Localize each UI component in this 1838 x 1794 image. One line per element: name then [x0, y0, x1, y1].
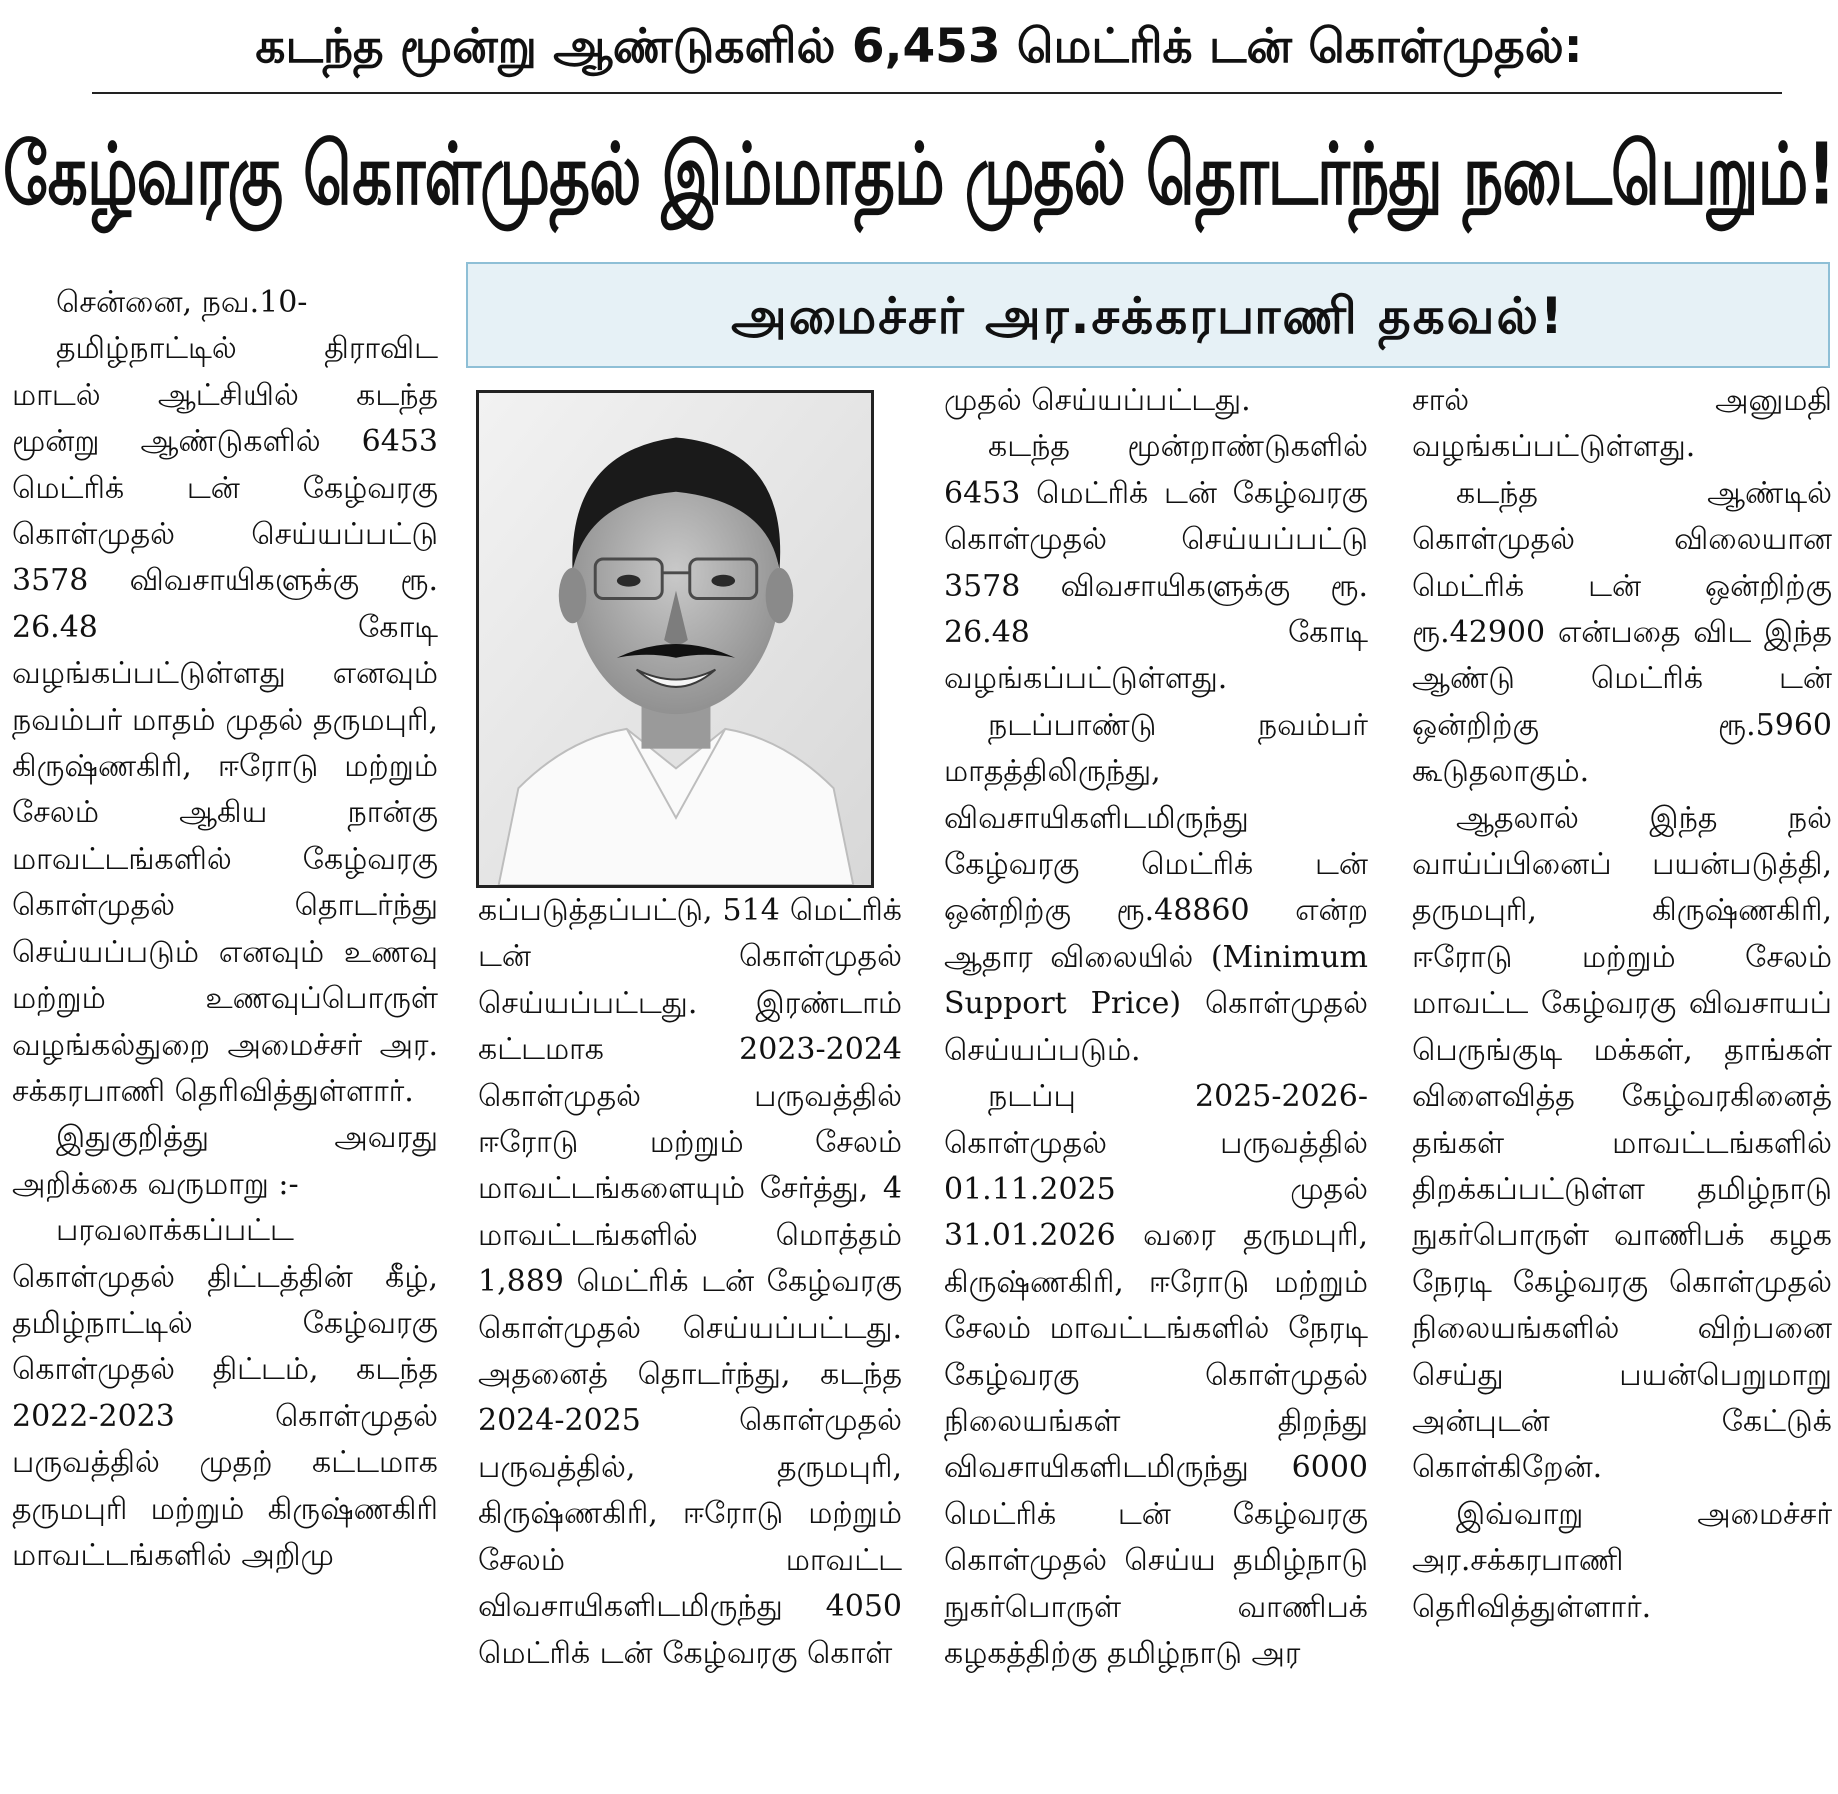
paragraph: கடந்த ஆண்டில் கொள்முதல் விலையான மெட்ரிக் டன் ஒன்றிற்கு ரூ.42900 என்பதை விட இந்த ஆண்டு மெட்ரிக் டன் ஒன்றிற்கு ரூ.5960 கூடுதலாகும்.	[1412, 475, 1832, 790]
paragraph: ஆதலால் இந்த நல் வாய்ப்பினைப் பயன்படுத்தி, தருமபுரி, கிருஷ்ணகிரி, ஈரோடு மற்றும் சேலம் மாவட்ட கேழ்வரகு விவசாயப் பெருங்குடி மக்கள், தாங்கள் விளைவித்த கேழ்வரகினைத் தங்கள் மாவட்டங்களில் திறக்கப்பட்டுள்ள தமிழ்நாடு நுகர்பொருள் வாணிபக் கழக நேரடி கேழ்வரகு கொள்முதல் நிலையங்களில் விற்பனை செய்து பயன்பெறுமாறு அன்புடன் கேட்டுக் கொள்கிறேன்.	[1412, 800, 1832, 1486]
minister-photo	[476, 390, 874, 888]
paragraph: நடப்பாண்டு நவம்பர் மாதத்திலிருந்து, விவசாயிகளிடமிருந்து கேழ்வரகு மெட்ரிக் டன் ஒன்றிற்கு ரூ.48860 என்ற ஆதார விலையில் (Minimum Support Price) கொள்முதல் செய்யப்படும்.	[944, 707, 1368, 1068]
paragraph: பரவலாக்கப்பட்ட கொள்முதல் திட்டத்தின் கீழ், தமிழ்நாட்டில் கேழ்வரகு கொள்முதல் திட்டம், கடந்த 2022-2023 கொள்முதல் பருவத்தில் முதற் கட்டமாக தருமபுரி மற்றும் கிருஷ்ணகிரி மாவட்டங்களில் அறிமு	[12, 1213, 438, 1573]
paragraph: இதுகுறித்து அவரது அறிக்கை வருமாறு :-	[12, 1120, 438, 1202]
article-column-4	[1412, 378, 1832, 1790]
portrait-photo-icon	[479, 393, 871, 885]
paragraph: கப்படுத்தப்பட்டு, 514 மெட்ரிக் டன் கொள்முதல் செய்யப்பட்டது. இரண்டாம் கட்டமாக 2023-2024 கொள்முதல் பருவத்தில் ஈரோடு மற்றும் சேலம் மாவட்டங்களையும் சேர்த்து, 4 மாவட்டங்களில் மொத்தம் 1,889 மெட்ரிக் டன் கேழ்வரகு கொள்முதல் செய்யப்பட்டது. அதனைத் தொடர்ந்து, கடந்த 2024-2025 கொள்முதல் பருவத்தில், தருமபுரி, கிருஷ்ணகிரி, ஈரோடு மற்றும் சேலம் மாவட்ட விவசாயிகளிடமிருந்து 4050 மெட்ரிக் டன் கேழ்வரகு கொள்	[478, 893, 902, 1671]
paragraph: தமிழ்நாட்டில் திராவிட மாடல் ஆட்சியில் கடந்த மூன்று ஆண்டுகளில் 6453 மெட்ரிக் டன் கேழ்வரகு கொள்முதல் செய்யப்பட்டு 3578 விவசாயிகளுக்கு ரூ. 26.48 கோடி வழங்கப்பட்டுள்ளது எனவும் நவம்பர் மாதம் முதல் தருமபுரி, கிருஷ்ணகிரி, ஈரோடு மற்றும் சேலம் ஆகிய நான்கு மாவட்டங்களில் கேழ்வரகு கொள்முதல் தொடர்ந்து செய்யப்படும் எனவும் உணவு மற்றும் உணவுப்பொருள் வழங்கல்துறை அமைச்சர் அர. சக்கரபாணி தெரிவித்துள்ளார்.	[12, 331, 438, 1109]
paragraph: நடப்பு 2025-2026-கொள்முதல் பருவத்தில் 01.11.2025 முதல் 31.01.2026 வரை தருமபுரி, கிருஷ்ணகிரி, ஈரோடு மற்றும் சேலம் மாவட்டங்களில் நேரடி கேழ்வரகு கொள்முதல் நிலையங்கள் திறந்து விவசாயிகளிடமிருந்து 6000 மெட்ரிக் டன் கேழ்வரகு கொள்முதல் செய்ய தமிழ்நாடு நுகர்பொருள் வாணிபக் கழகத்திற்கு தமிழ்நாடு அர	[944, 1079, 1368, 1671]
subhead-banner	[466, 262, 1830, 368]
paragraph: இவ்வாறு அமைச்சர் அர.சக்கரபாணி தெரிவித்துள்ளார்.	[1412, 1496, 1832, 1625]
article-column-1	[12, 280, 438, 1790]
subhead-text: அமைச்சர் அர.சக்கரபாணி தகவல்!	[731, 287, 1565, 345]
article-column-3	[944, 378, 1368, 1790]
paragraph: கடந்த மூன்றாண்டுகளில் 6453 மெட்ரிக் டன் கேழ்வரகு கொள்முதல் செய்யப்பட்டு 3578 விவசாயிகளுக்கு ரூ. 26.48 கோடி வழங்கப்பட்டுள்ளது.	[944, 429, 1368, 697]
dateline: சென்னை, நவ.10-	[56, 285, 308, 320]
article-column-2	[478, 888, 902, 1790]
main-headline: கேழ்வரகு கொள்முதல் இம்மாதம் முதல் தொடர்ந்து நடைபெறும்!	[2, 125, 1836, 224]
paragraph: சால் அனுமதி வழங்கப்பட்டுள்ளது.	[1412, 383, 1832, 465]
paragraph: முதல் செய்யப்பட்டது.	[944, 383, 1251, 418]
kicker-headline: கடந்த மூன்று ஆண்டுகளில் 6,453 மெட்ரிக் டன் கொள்முதல்:	[255, 19, 1583, 74]
